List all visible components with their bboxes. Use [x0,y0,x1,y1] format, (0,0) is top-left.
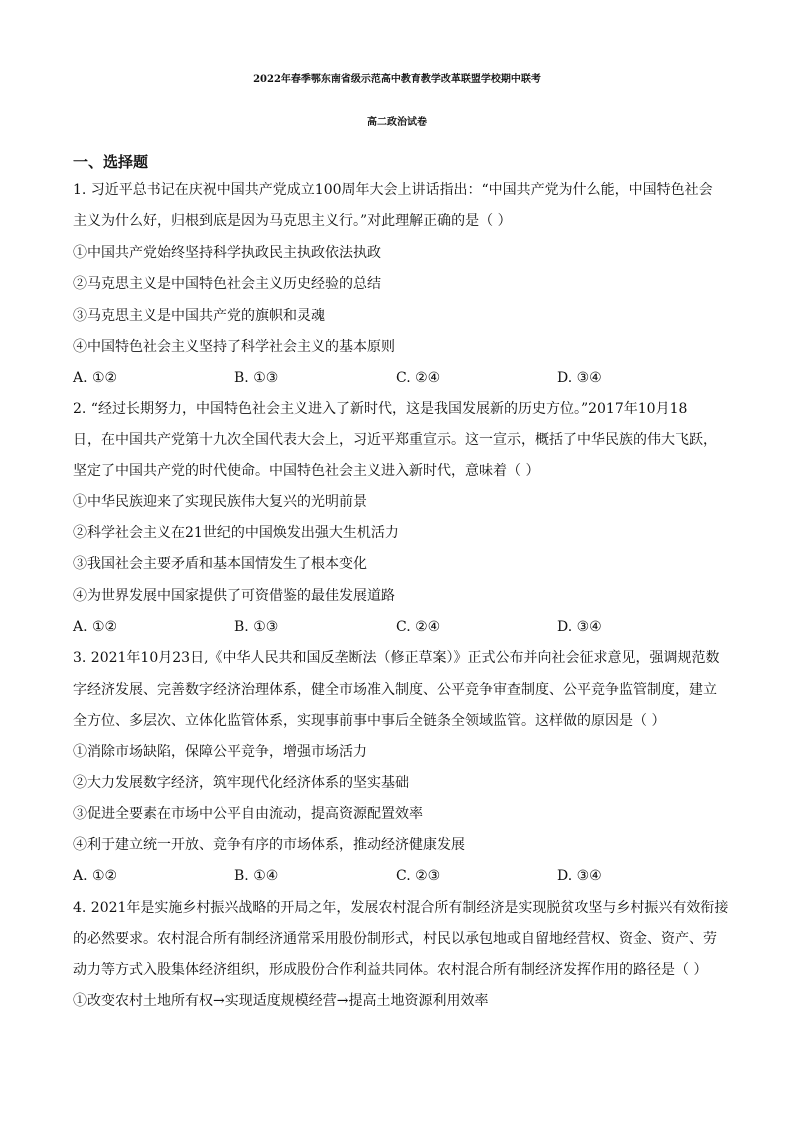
question-3-option-b: B. ①④ [234,868,279,884]
question-2-option-a: A. ①② [73,619,118,635]
question-3-item-3: ③促进全要素在市场中公平自由流动，提高资源配置效率 [73,806,423,822]
question-1-stem-line-2: 主义为什么好，归根到底是因为马克思主义行。”对此理解正确的是（ ） [73,213,512,229]
question-4-stem-line-2: 的必然要求。农村混合所有制经济通常采用股份制形式，村民以承包地或自留地经营权、资金、资产、劳 [73,931,717,947]
section-heading: 一、选择题 [73,153,149,171]
question-3-stem-line-1: 3. 2021年10月23日,《中华人民共和国反垄断法（修正草案）》正式公布并向社会征求意见，强调规范数 [73,650,720,666]
question-2-stem-line-2: 日，在中国共产党第十九次全国代表大会上，习近平郑重宣示。这一宣示，概括了中华民族的伟大飞跃， [73,432,717,448]
question-3-stem-line-2: 字经济发展、完善数字经济治理体系，健全市场准入制度、公平竞争审查制度、公平竞争监管制度，建立 [73,682,717,698]
question-3-option-a: A. ①② [73,868,118,884]
question-1-stem-line-1: 1. 习近平总书记在庆祝中国共产党成立100周年大会上讲话指出：“中国共产党为什么能，中国特色社会 [73,182,713,198]
question-4-stem-line-1: 4. 2021年是实施乡村振兴战略的开局之年，发展农村混合所有制经济是实现脱贫攻坚与乡村振兴有效衔接 [73,900,729,916]
question-1-option-c: C. ②④ [396,370,441,386]
exam-title: 2022年春季鄂东南省级示范高中教育教学改革联盟学校期中联考 [253,74,541,85]
exam-subtitle: 高二政治试卷 [367,117,427,128]
question-3-option-c: C. ②③ [396,868,441,884]
question-2-stem-line-3: 坚定了中国共产党的时代使命。中国特色社会主义进入新时代，意味着（ ） [73,463,540,479]
question-1-option-a: A. ①② [73,370,118,386]
question-1-item-2: ②马克思主义是中国特色社会主义历史经验的总结 [73,276,381,292]
question-4-item-1: ①改变农村土地所有权→实现适度规模经营→提高土地资源利用效率 [73,993,489,1009]
question-2-item-3: ③我国社会主要矛盾和基本国情发生了根本变化 [73,556,367,572]
question-1-item-4: ④中国特色社会主义坚持了科学社会主义的基本原则 [73,339,395,355]
question-2-option-d: D. ③④ [557,619,602,635]
question-2-option-c: C. ②④ [396,619,441,635]
question-3-item-4: ④利于建立统一开放、竞争有序的市场体系，推动经济健康发展 [73,837,465,853]
question-1-item-3: ③马克思主义是中国共产党的旗帜和灵魂 [73,308,325,324]
question-2-item-1: ①中华民族迎来了实现民族伟大复兴的光明前景 [73,494,367,510]
question-3-stem-line-3: 全方位、多层次、立体化监管体系，实现事前事中事后全链条全领域监管。这样做的原因是（ ） [73,713,666,729]
question-2-item-4: ④为世界发展中国家提供了可资借鉴的最佳发展道路 [73,588,395,604]
question-2-option-b: B. ①③ [234,619,279,635]
question-1-option-b: B. ①③ [234,370,279,386]
question-3-item-1: ①消除市场缺陷，保障公平竞争，增强市场活力 [73,744,367,760]
question-3-option-d: D. ③④ [557,868,602,884]
question-1-option-d: D. ③④ [557,370,602,386]
question-2-stem-line-1: 2. “经过长期努力，中国特色社会主义进入了新时代，这是我国发展新的历史方位。”2017年10月18 [73,401,688,417]
question-1-item-1: ①中国共产党始终坚持科学执政民主执政依法执政 [73,245,381,261]
question-3-item-2: ②大力发展数字经济，筑牢现代化经济体系的坚实基础 [73,775,409,791]
question-4-stem-line-3: 动力等方式入股集体经济组织，形成股份合作利益共同体。农村混合所有制经济发挥作用的路径是（ ） [73,962,708,978]
question-2-item-2: ②科学社会主义在21世纪的中国焕发出强大生机活力 [73,525,399,541]
